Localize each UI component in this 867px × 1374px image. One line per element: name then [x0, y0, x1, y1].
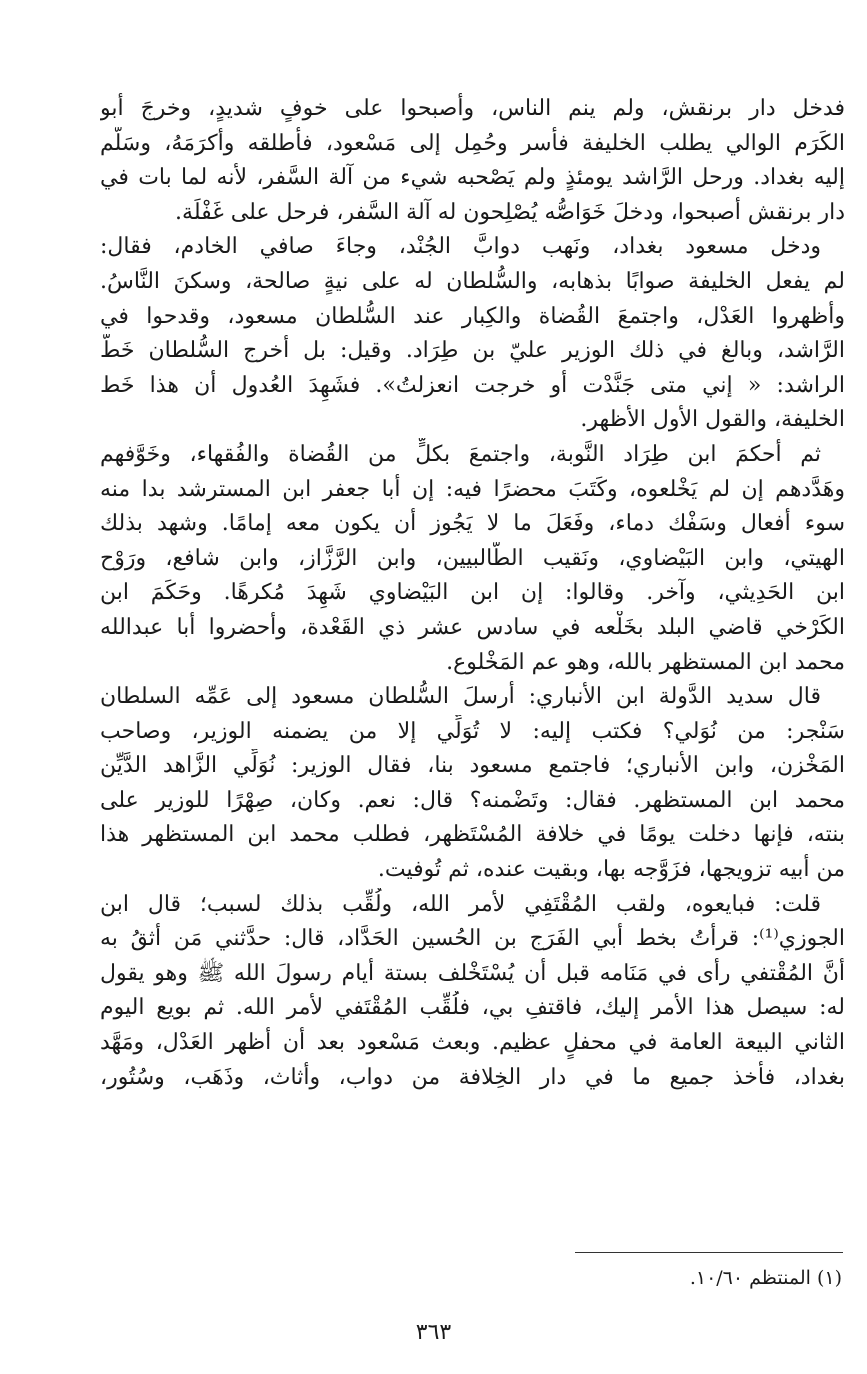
text-line: لم يفعل الخليفة صوابًا بذهابه، والسُّلطان له على نيةٍ صالحة، وسكنَ النَّاسُ.	[100, 268, 845, 294]
text-line: قال سديد الدَّولة ابن الأنباري: أرسلَ السُّلطان مسعود إلى عَمِّه السلطان	[100, 684, 821, 710]
text-line: الثاني البيعة العامة في محفلٍ عظيم. وبعث مَسْعود بعد أن أظهر العَدْل، ومَهَّد	[100, 1030, 845, 1056]
text-line: سوء أفعال وسَفْك دماء، وفَعَلَ ما لا يَجُوز أن يكون معه إمامًا. وشهد بذلك	[100, 511, 845, 537]
text-line: قلت: فبايعوه، ولقب المُقْتَفِي لأمر الله، ولُقِّب بذلك لسبب؛ قال ابن	[100, 891, 821, 917]
footnote-separator	[575, 1252, 843, 1253]
text-line: وأظهروا العَدْل، واجتمعَ القُضاة والكِبار عند السُّلطان مسعود، وقدحوا في	[100, 303, 845, 329]
text-line: أنَّ المُقْتفي رأى في مَنَامه قبل أن يُسْتَخْلف بستة أيام رسولَ الله ﷺ وهو يقول	[100, 960, 845, 986]
text-line: له: سيصل هذا الأمر إليك، فاقتفِ بي، فلُقِّب المُقْتَفي لأمر الله. ثم بويع اليوم	[100, 995, 845, 1021]
footnote: (١) المنتظم ١٠/٦٠.	[689, 1267, 842, 1289]
text-line: سَنْجر: من نُوَلي؟ فكتب إليه: لا تُوَلِّي إلا من يضمنه الوزير، وصاحب	[100, 718, 845, 744]
text-line: المَخْزن، وابن الأنباري؛ فاجتمع مسعود بنا، فقال الوزير: نُوَلِّي الزَّاهد الدَّيِّن	[100, 753, 845, 779]
text-line: بغداد، فأخذ جميع ما في دار الخِلافة من دواب، وأثاث، وذَهَب، وسُتُور،	[100, 1064, 845, 1090]
text-line: ودخل مسعود بغداد، ونَهب دوابَّ الجُنْد، وجاءَ صافي الخادم، فقال:	[100, 234, 821, 260]
text-line: من أبيه تزويجها، فزَوَّجه بها، وبقيت عنده، ثم تُوفيت.	[377, 857, 845, 883]
text-line: وهَدَّدهم إن لم يَخْلعوه، وكَتَبَ محضرًا فيه: إن أبا جعفر ابن المسترشد بدا منه	[100, 476, 845, 502]
text-line: فدخل دار برنقش، ولم ينم الناس، وأصبحوا على خوفٍ شديدٍ، وخرجَ أبو	[100, 96, 845, 121]
text-line: دار برنقش أصبحوا، ودخلَ خَوَاصُّه يُصْلِحون له آلة السَّفر، فرحل على غَفْلَة.	[175, 199, 845, 225]
text-line: محمد ابن المستظهر. فقال: وتَضْمنه؟ قال: نعم. وكان، صِهْرًا للوزير على	[100, 787, 845, 813]
text-line: الكَرَم الوالي يطلب الخليفة فأسر وحُمِل إلى مَسْعود، فأطلقه وأكرَمَهُ، وسَلَّم	[100, 130, 845, 156]
text-line: الجوزي⁽¹⁾: قرأتُ بخط أبي الفَرَج بن الحُسين الحَدَّاد، قال: حدَّثني مَن أثقُ به	[100, 926, 845, 952]
text-line: ثم أحكمَ ابن طِرَاد النَّوبة، واجتمعَ بكلٍّ من القُضاة والفُقهاء، وخَوَّفهم	[100, 441, 821, 467]
text-line: ابن الحَدِيثي، وآخر. وقالوا: إن ابن البَيْضاوي شَهِدَ مُكرهًا. وحَكَمَ ابن	[100, 580, 845, 606]
main-text	[100, 92, 845, 1095]
text-line: الراشد: « إني متى جَنَّدْت أو خرجت انعزلتُ». فشَهِدَ العُدول أن هذا خَط	[100, 372, 845, 398]
text-line: الكَرْخي قاضي البلد بخَلْعه في سادس عشر ذي القَعْدة، وأحضروا أبا عبدالله	[100, 614, 845, 640]
text-line: الرَّاشد، وبالغ في ذلك الوزير عليّ بن طِرَاد. وقيل: بل أخرج السُّلطان خَطَّ	[100, 338, 845, 364]
text-line: بنته، فإنها دخلت يومًا في خلافة المُسْتَظهر، فطلب محمد ابن المستظهر هذا	[100, 822, 845, 848]
page-number: ٣٦٣	[415, 1320, 452, 1345]
text-line: محمد ابن المستظهر بالله، وهو عم المَخْلوع.	[446, 649, 845, 675]
text-line: الهيتي، وابن البَيْضاوي، ونَقيب الطَّالبيين، وابن الرَّزَّاز، وابن شافع، ورَوْح	[100, 545, 845, 571]
text-line: إليه بغداد. ورحل الرَّاشد يومئذٍ ولم يَصْحبه شيء من آلة السَّفر، لأنه لما بات في	[100, 165, 845, 191]
text-line: الخليفة، والقول الأول الأظهر.	[580, 407, 845, 433]
